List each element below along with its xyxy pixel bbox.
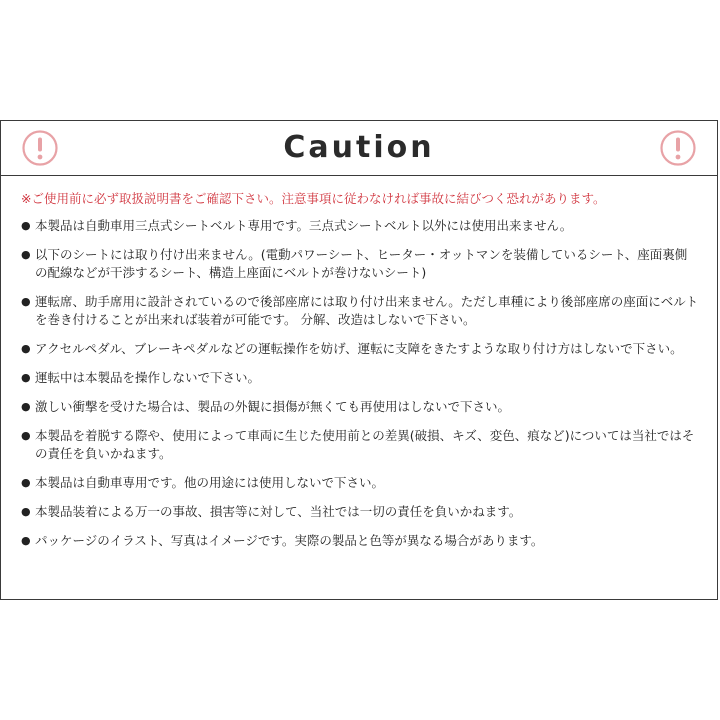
list-item-text: 本製品装着による万一の事故、損害等に対して、当社では一切の責任を負いかねます。 (35, 504, 522, 519)
bullet-icon: ● (21, 429, 31, 442)
list-item (21, 427, 699, 463)
bullet-icon: ● (21, 248, 31, 261)
bullet-icon: ● (21, 534, 31, 547)
list-item (21, 246, 699, 282)
list-item (21, 398, 699, 416)
list-item-text: 運転中は本製品を操作しないで下さい。 (35, 370, 261, 385)
list-item-text: 以下のシートには取り付け出来ません。(電動パワーシート、ヒーター・オットマンを装備しているシート、座面裏側の配線などが干渉するシート、構造上座面にベルトが巻けないシート) (35, 247, 688, 280)
bullet-icon: ● (21, 476, 31, 489)
bullet-icon: ● (21, 342, 31, 355)
bullet-icon: ● (21, 400, 31, 413)
page-title: Caution (283, 130, 435, 165)
bullet-icon: ● (21, 295, 31, 308)
warning-circle-icon (659, 129, 697, 167)
list-item (21, 293, 699, 329)
list-item (21, 217, 699, 235)
list-item-text: 本製品は自動車専用です。他の用途には使用しないで下さい。 (35, 475, 385, 490)
caution-header (1, 121, 717, 176)
caution-list (21, 217, 699, 550)
list-item-text: 運転席、助手席用に設計されているので後部座席には取り付け出来ません。ただし車種により後部座席の座面にベルトを巻き付けることが出来れば装着が可能です。 分解、改造はしないで下さい。 (35, 294, 699, 327)
list-item-text: パッケージのイラスト、写真はイメージです。実際の製品と色等が異なる場合があります。 (35, 533, 544, 548)
warning-notice: ※ご使用前に必ず取扱説明書をご確認下さい。注意事項に従わなければ事故に結びつく恐れがあります。 (21, 191, 606, 206)
list-item (21, 503, 699, 521)
caution-card (0, 120, 718, 600)
list-item (21, 532, 699, 550)
bullet-icon: ● (21, 371, 31, 384)
list-item-text: 本製品は自動車用三点式シートベルト専用です。三点式シートベルト以外には使用出来ません。 (35, 218, 573, 233)
list-item-text: アクセルペダル、ブレーキペダルなどの運転操作を妨げ、運転に支障をきたすような取り付け方はしないで下さい。 (35, 341, 683, 356)
list-item (21, 369, 699, 387)
list-item (21, 340, 699, 358)
list-item-text: 本製品を着脱する際や、使用によって車両に生じた使用前との差異(破損、キズ、変色、痕など)については当社ではその責任を負いかねます。 (35, 428, 695, 461)
list-item (21, 474, 699, 492)
list-item-text: 激しい衝撃を受けた場合は、製品の外観に損傷が無くても再使用はしないで下さい。 (35, 399, 511, 414)
bullet-icon: ● (21, 505, 31, 518)
bullet-icon: ● (21, 219, 31, 232)
caution-body (1, 176, 717, 550)
